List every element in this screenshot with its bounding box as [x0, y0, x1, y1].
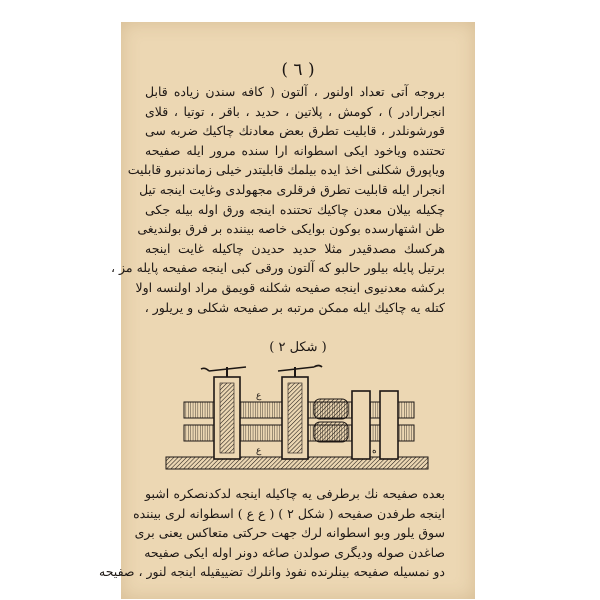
- coupling: [314, 399, 348, 419]
- roller-label: ع: [256, 391, 262, 401]
- rolling-mill-illustration: [164, 365, 434, 475]
- text-line: بعده صفیحه نك برطرفی یه چاکیله اینجه لدکدنصکره اشبو: [145, 486, 445, 501]
- roller-label: ع: [256, 446, 262, 456]
- text-line: تحتنده ویاخود ایکی اسطوانه ارا سنده مرور ایله صفیحه: [145, 142, 445, 158]
- text-line: هرکسك مصدقیدر مثلا حدید حدیدن چاکیله غایت اینجه: [145, 240, 445, 256]
- figure-caption: ( شکل ٢ ): [269, 340, 327, 355]
- text-line: اینجه طرفدن صفیحه ( شکل ٢ ) ( ع ع ) اسطوانه لری بیننده: [133, 505, 445, 521]
- text-line: بروجه آتی تعداد اولنور ، آلتون ( کافه سندن زیاده قابل: [145, 84, 445, 99]
- book-page: [99, 22, 475, 599]
- text-line: قورشونلدر ، قابلیت تطرق بعض معادنك چاکیك ضربه سی: [145, 123, 445, 139]
- text-line: انجرارادر ) ، کومش ، پلاتین ، حدید ، باقر ، توتیا ، قلای: [145, 103, 445, 119]
- text-line: برتیل پایله بیلور حالبو که آلتون ورقی کبی اینجه صفیحه پایله مز ،: [111, 260, 445, 276]
- text-line: ظن اشتهارسده بوکون بوایکی خاصه بیننده بر فرق بولندیغی: [137, 221, 445, 237]
- text-line: دو نمسیله صفیحه بینلرنده نفوذ وانلرك تضییقیله اینجه لنور ، صفیحه: [99, 564, 445, 580]
- middle-handle: [278, 366, 322, 372]
- frame-label: ه: [372, 446, 377, 456]
- top-paragraph: [111, 82, 445, 317]
- text-line: کتله یه چاکیك ایله ممکن مرتبه بر صفیحه شکلی و یریلور ،: [144, 299, 445, 315]
- text-line: ویاپورق شکلنی اخذ ایده بیلمك قابلیتدر خیلی زماندنبرو قابلیت: [127, 162, 445, 178]
- page-number: ( ٦ ): [281, 60, 315, 80]
- rolling-mill-drawing: [164, 365, 434, 475]
- text-line: چکیله بیلان معدن چاکیك تحتنده اینجه ورق اوله بیله جکی: [145, 201, 445, 217]
- text-line: انجرار ایله قابلیت تطرق فرقلری مجهولدی وغایت اینجه تیل: [139, 181, 445, 197]
- text-line: برکشه معدنیوی اینجه صفیحه شکلنه قویمق مراد اولنسه اولا: [135, 279, 445, 295]
- left-handle: [201, 367, 246, 371]
- text-line: صاغدن صوله وديگری صولدن صاغه دونر اوله ایکی صفیحه: [144, 544, 445, 560]
- right-housing: [352, 391, 370, 459]
- bottom-paragraph: [99, 484, 445, 582]
- text-line: سوق یلور وبو اسطوانه لرك جهت حرکتی متعاکس یعنی بری: [134, 525, 445, 541]
